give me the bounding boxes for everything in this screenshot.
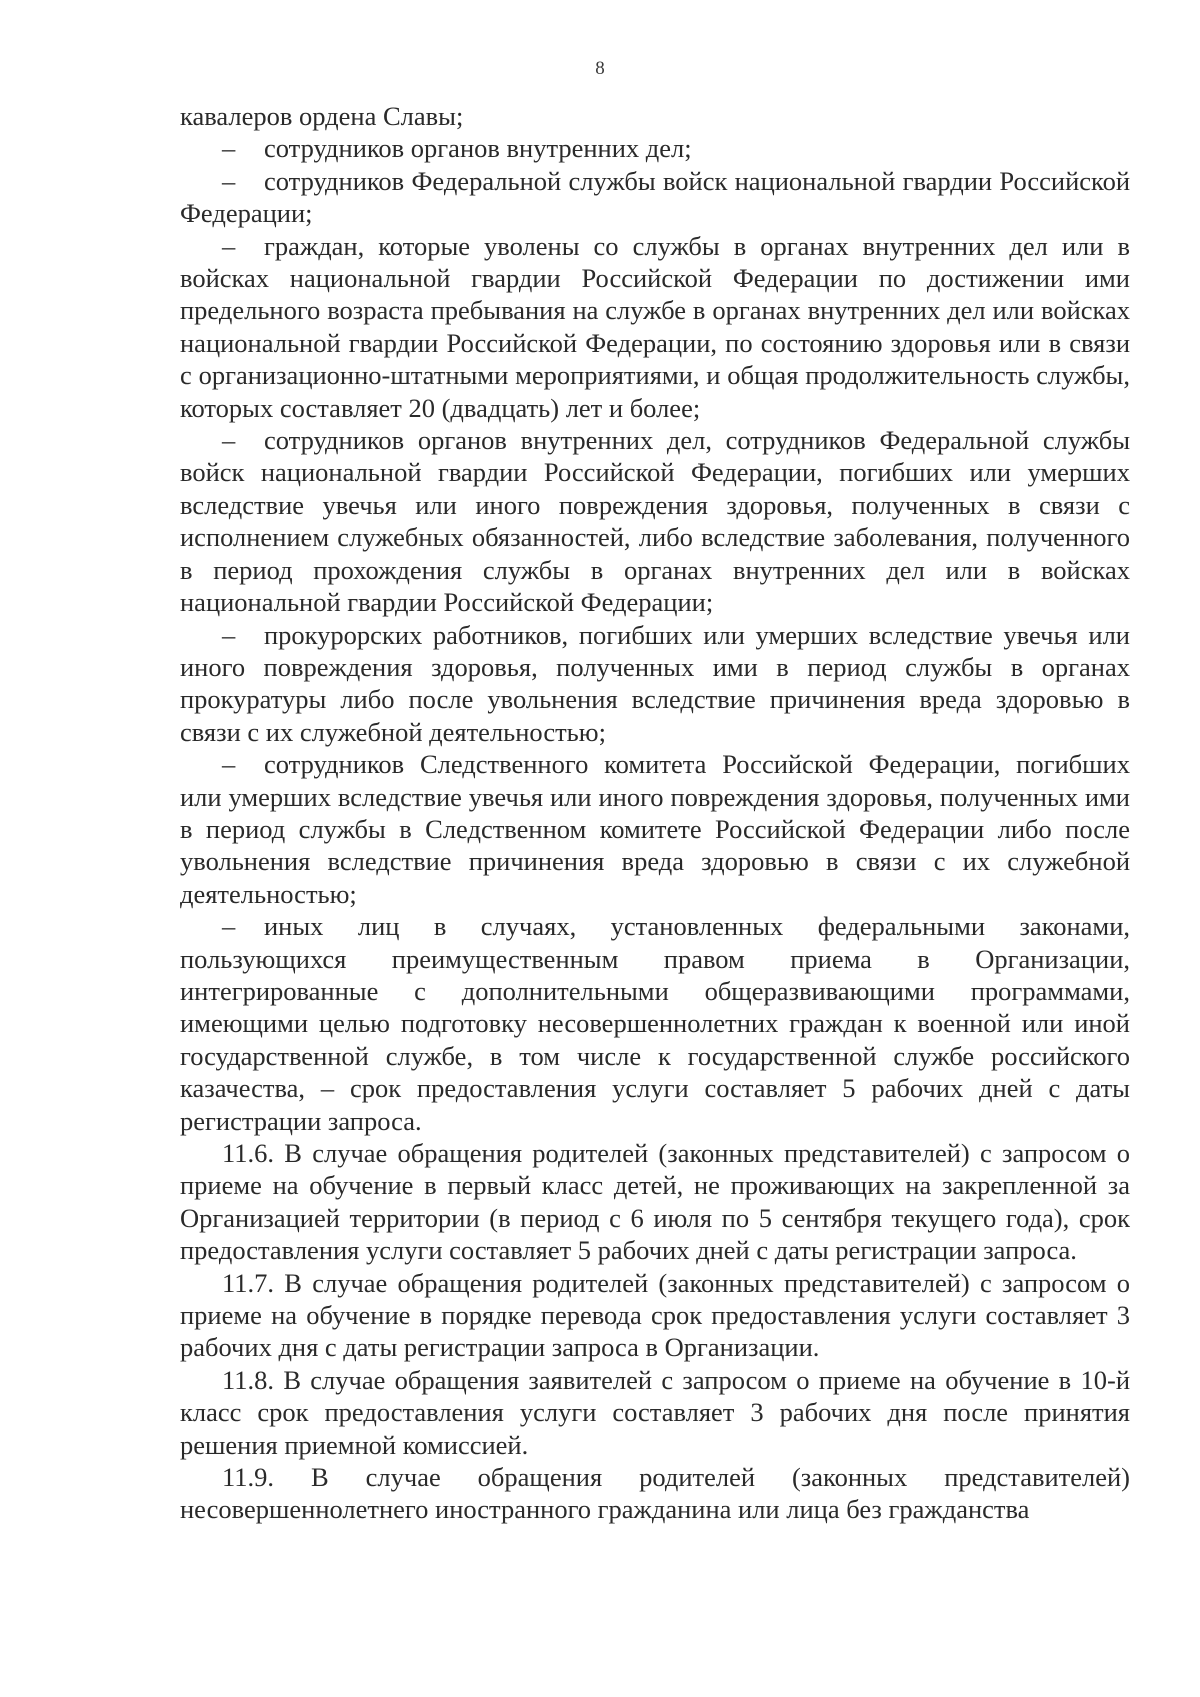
dash-marker: – bbox=[222, 749, 236, 780]
clause-11-6: 11.6. В случае обращения родителей (законных представителей) с запросом о приеме на обучение в первый класс детей, не проживающих на закрепленной за Организацией территории (в период с 6 июля по 5 сентября текущего года), срок предоставления услуги составляет 5 рабочих дней с даты регистрации запроса. bbox=[180, 1138, 1130, 1266]
document-body bbox=[180, 100, 1130, 1526]
list-item-text: граждан, которые уволены со службы в органах внутренних дел или в войсках национальной гвардии Российской Федерации по достижении ими предельного возраста пребывания на службе в органах внутренних дел или войсках национальной гвардии Российской Федерации, по состоянию здоровья или в связи с организационно-штатными мероприятиями, и общая продолжительность службы, которых составляет 20 (двадцать) лет и более; bbox=[180, 230, 1130, 423]
paragraph bbox=[180, 100, 1130, 132]
dash-marker: – bbox=[222, 133, 236, 164]
list-item bbox=[180, 748, 1130, 910]
list-item-text: прокурорских работников, погибших или умерших вследствие увечья или иного повреждения здоровья, полученных ими в период службы в органах прокуратуры либо после увольнения вследствие причинения вреда здоровью в связи с их служебной деятельностью; bbox=[180, 619, 1130, 747]
list-item-text: иных лиц в случаях, установленных федеральными законами, пользующихся преимущественным правом приема в Организации, интегрированные с дополнительными общеразвивающими программами, имеющими целью подготовку несовершеннолетних граждан к военной или иной государственной службе, в том числе к государственной службе российского казачества, – срок предоставления услуги составляет 5 рабочих дней с даты регистрации запроса. bbox=[180, 911, 1130, 1136]
list-item-text: сотрудников органов внутренних дел; bbox=[264, 133, 692, 164]
dash-marker: – bbox=[222, 425, 236, 456]
paragraph-text: кавалеров ордена Славы; bbox=[180, 101, 464, 131]
list-item bbox=[180, 424, 1130, 618]
list-item bbox=[180, 230, 1130, 424]
clause-11-7: 11.7. В случае обращения родителей (законных представителей) с запросом о приеме на обучение в порядке перевода срок предоставления услуги составляет 3 рабочих дня с даты регистрации запроса в Организации. bbox=[180, 1267, 1130, 1363]
page-number: 8 bbox=[595, 58, 605, 79]
dash-marker: – bbox=[222, 165, 236, 196]
list-item bbox=[180, 619, 1130, 749]
clause-11-8: 11.8. В случае обращения заявителей с запросом о приеме на обучение в 10-й класс срок предоставления услуги составляет 3 рабочих дня после принятия решения приемной комиссией. bbox=[180, 1364, 1130, 1460]
list-item bbox=[180, 910, 1130, 1137]
list-item-text: сотрудников Следственного комитета Российской Федерации, погибших или умерших вследствие увечья или иного повреждения здоровья, полученных ими в период службы в Следственном комитете Российской Федерации либо после увольнения вследствие причинения вреда здоровью в связи с их служебной деятельностью; bbox=[180, 749, 1130, 909]
list-item bbox=[180, 132, 1130, 164]
clause-11-9: 11.9. В случае обращения родителей (законных представителей) несовершеннолетнего иностранного гражданина или лица без гражданства bbox=[180, 1462, 1130, 1525]
list-item bbox=[180, 165, 1130, 230]
dash-marker: – bbox=[222, 230, 236, 261]
dash-marker: – bbox=[222, 911, 236, 942]
dash-marker: – bbox=[222, 619, 236, 650]
list-item-text: сотрудников Федеральной службы войск национальной гвардии Российской Федерации; bbox=[180, 165, 1130, 229]
list-item-text: сотрудников органов внутренних дел, сотрудников Федеральной службы войск национальной гвардии Российской Федерации, погибших или умерших вследствие увечья или иного повреждения здоровья, полученных в связи с исполнением служебных обязанностей, либо вследствие заболевания, полученного в период прохождения службы в органах внутренних дел или в войсках национальной гвардии Российской Федерации; bbox=[180, 425, 1130, 618]
